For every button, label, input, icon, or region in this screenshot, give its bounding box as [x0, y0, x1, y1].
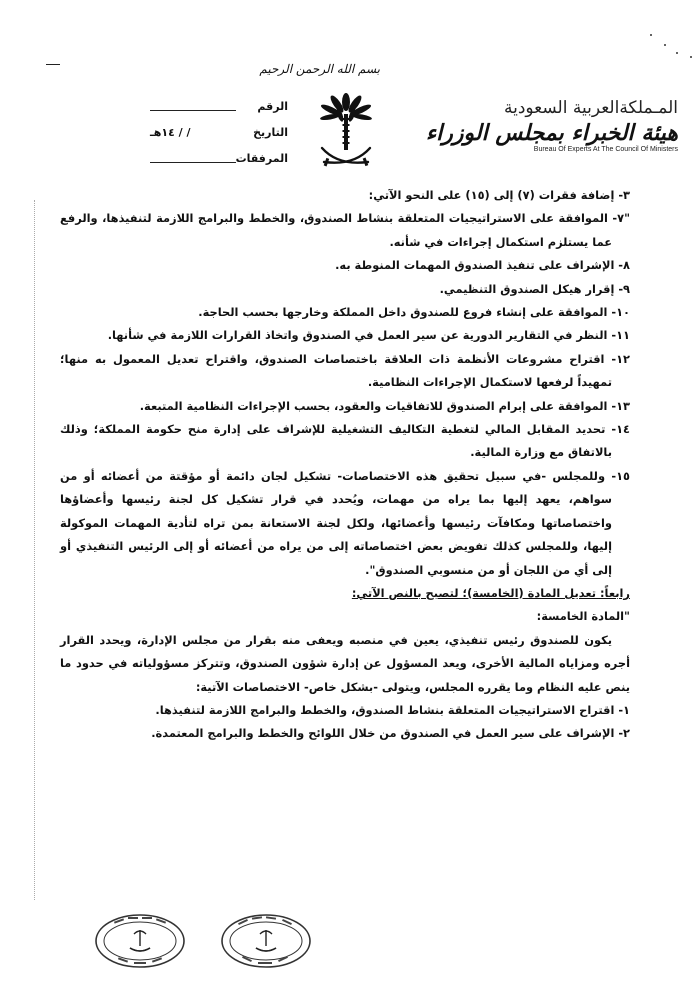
attachments-label: المرفقات: [235, 152, 288, 165]
date-value: / / ١٤هـ: [150, 126, 191, 139]
attachments-row: [150, 150, 288, 176]
org-name-english: Bureau Of Experts At The Council Of Ministers: [533, 146, 678, 153]
article-5-item-2: ٢- الإشراف على سير العمل في الصندوق من خلال اللوائح والخطط والبرامج المعتمدة.: [151, 726, 630, 741]
item-8: ٨- الإشراف على تنفيذ الصندوق المهمات المنوطة به.: [335, 258, 630, 273]
scan-margin-dots: [34, 200, 36, 900]
organization-block: [425, 98, 678, 153]
article-5-paragraph: يكون للصندوق رئيس تنفيذي، يعين في منصبه ويعفى منه بقرار من مجلس الإدارة، ويحدد القرار أجره ومزاياه المالية الأخرى، ويعد المسؤول عن إدارة شؤون الصندوق، وتتركز مسؤولياته في حدود ما ينص عليه النظام وما يقرره المجلس، ويتولى -بشكل خاص- الاختصاصات الآتية:: [60, 632, 630, 694]
article-5-item-1: ١- اقتراح الاستراتيجيات المتعلقة بنشاط الصندوق، والخطط والبرامج اللازمة لتنفيذها.: [155, 702, 630, 717]
date-row: [150, 124, 288, 150]
item-7: "٧- الموافقة على الاستراتيجيات المتعلقة بنشاط الصندوق، والخطط والبرامج اللازمة لتنفيذها، والرفع عما يستلزم استكمال إجراءات في شأنه.: [60, 211, 630, 249]
item-9: ٩- إقرار هيكل الصندوق التنظيمي.: [439, 281, 630, 296]
reference-block: [150, 98, 288, 176]
reference-number-label: الرقم: [257, 100, 288, 113]
article-5-title: "المادة الخامسة:: [536, 609, 630, 624]
item-3-intro: ٣- إضافة فقرات (٧) إلى (١٥) على النحو الآتي:: [368, 188, 630, 202]
date-label: التاريخ: [253, 126, 288, 139]
section-4-heading: رابعاً: تعديل المادة (الخامسة)؛ لتصبح بالنص الآتي:: [351, 585, 630, 600]
item-14: ١٤- تحديد المقابل المالي لتغطية التكاليف التشغيلية للإشراف على إدارة منح حكومة المملكة؛ وذلك بالاتفاق مع وزارة المالية.: [60, 422, 630, 460]
org-subtitle-arabic: هيئة الخبراء بمجلس الوزراء: [425, 120, 678, 146]
item-10: ١٠- الموافقة على إنشاء فروع للصندوق داخل المملكة وخارجها بحسب الحاجة.: [198, 305, 630, 320]
stamp-bureau-icon: [220, 912, 312, 970]
palm-swords-emblem-icon: [318, 88, 374, 174]
letterhead: [0, 0, 700, 185]
item-11: ١١- النظر في التقارير الدورية عن سير العمل في الصندوق واتخاذ القرارات اللازمة في شأنها.: [107, 328, 630, 343]
org-name-arabic: المـملكةالعربية السعودية: [503, 98, 678, 118]
official-stamps: [80, 908, 320, 978]
item-13: ١٣- الموافقة على إبرام الصندوق للاتفاقيات والعقود، بحسب الإجراءات النظامية المتبعة.: [139, 398, 630, 413]
basmala: بسم الله الرحمن الرحيم: [259, 62, 380, 76]
stamp-kingdom-icon: [94, 912, 186, 970]
item-12: ١٢- اقتراح مشروعات الأنظمة ذات العلاقة باختصاصات الصندوق، واقتراح تعديل المعمول به منها؛ تمهيداً لرفعها لاستكمال الإجراءات النظامية.: [60, 351, 630, 390]
attachments-line: [150, 162, 236, 163]
item-15: ١٥- وللمجلس -في سبيل تحقيق هذه الاختصاصات- تشكيل لجان دائمة أو مؤقتة من أعضائه أو من سواهم، يعهد إليها بما يراه من مهمات، ويُحدد في قرار تشكيل كل لجنة رئيسها وأعضاؤها واختصاصاتها ومكافآت رئيسها وأعضائها، ولكل لجنة الاستعانة بمن تراه لتأدية المهمات الموكولة إليها، وللمجلس كذلك تفويض بعض اختصاصاته إلى من يراه من أعضائه أو إلى الرئيس التنفيذي أو إلى أي من اللجان أو من منسوبي الصندوق".: [60, 468, 630, 577]
reference-number-row: [150, 98, 288, 124]
reference-number-line: [150, 110, 236, 111]
document-body: [60, 184, 630, 746]
